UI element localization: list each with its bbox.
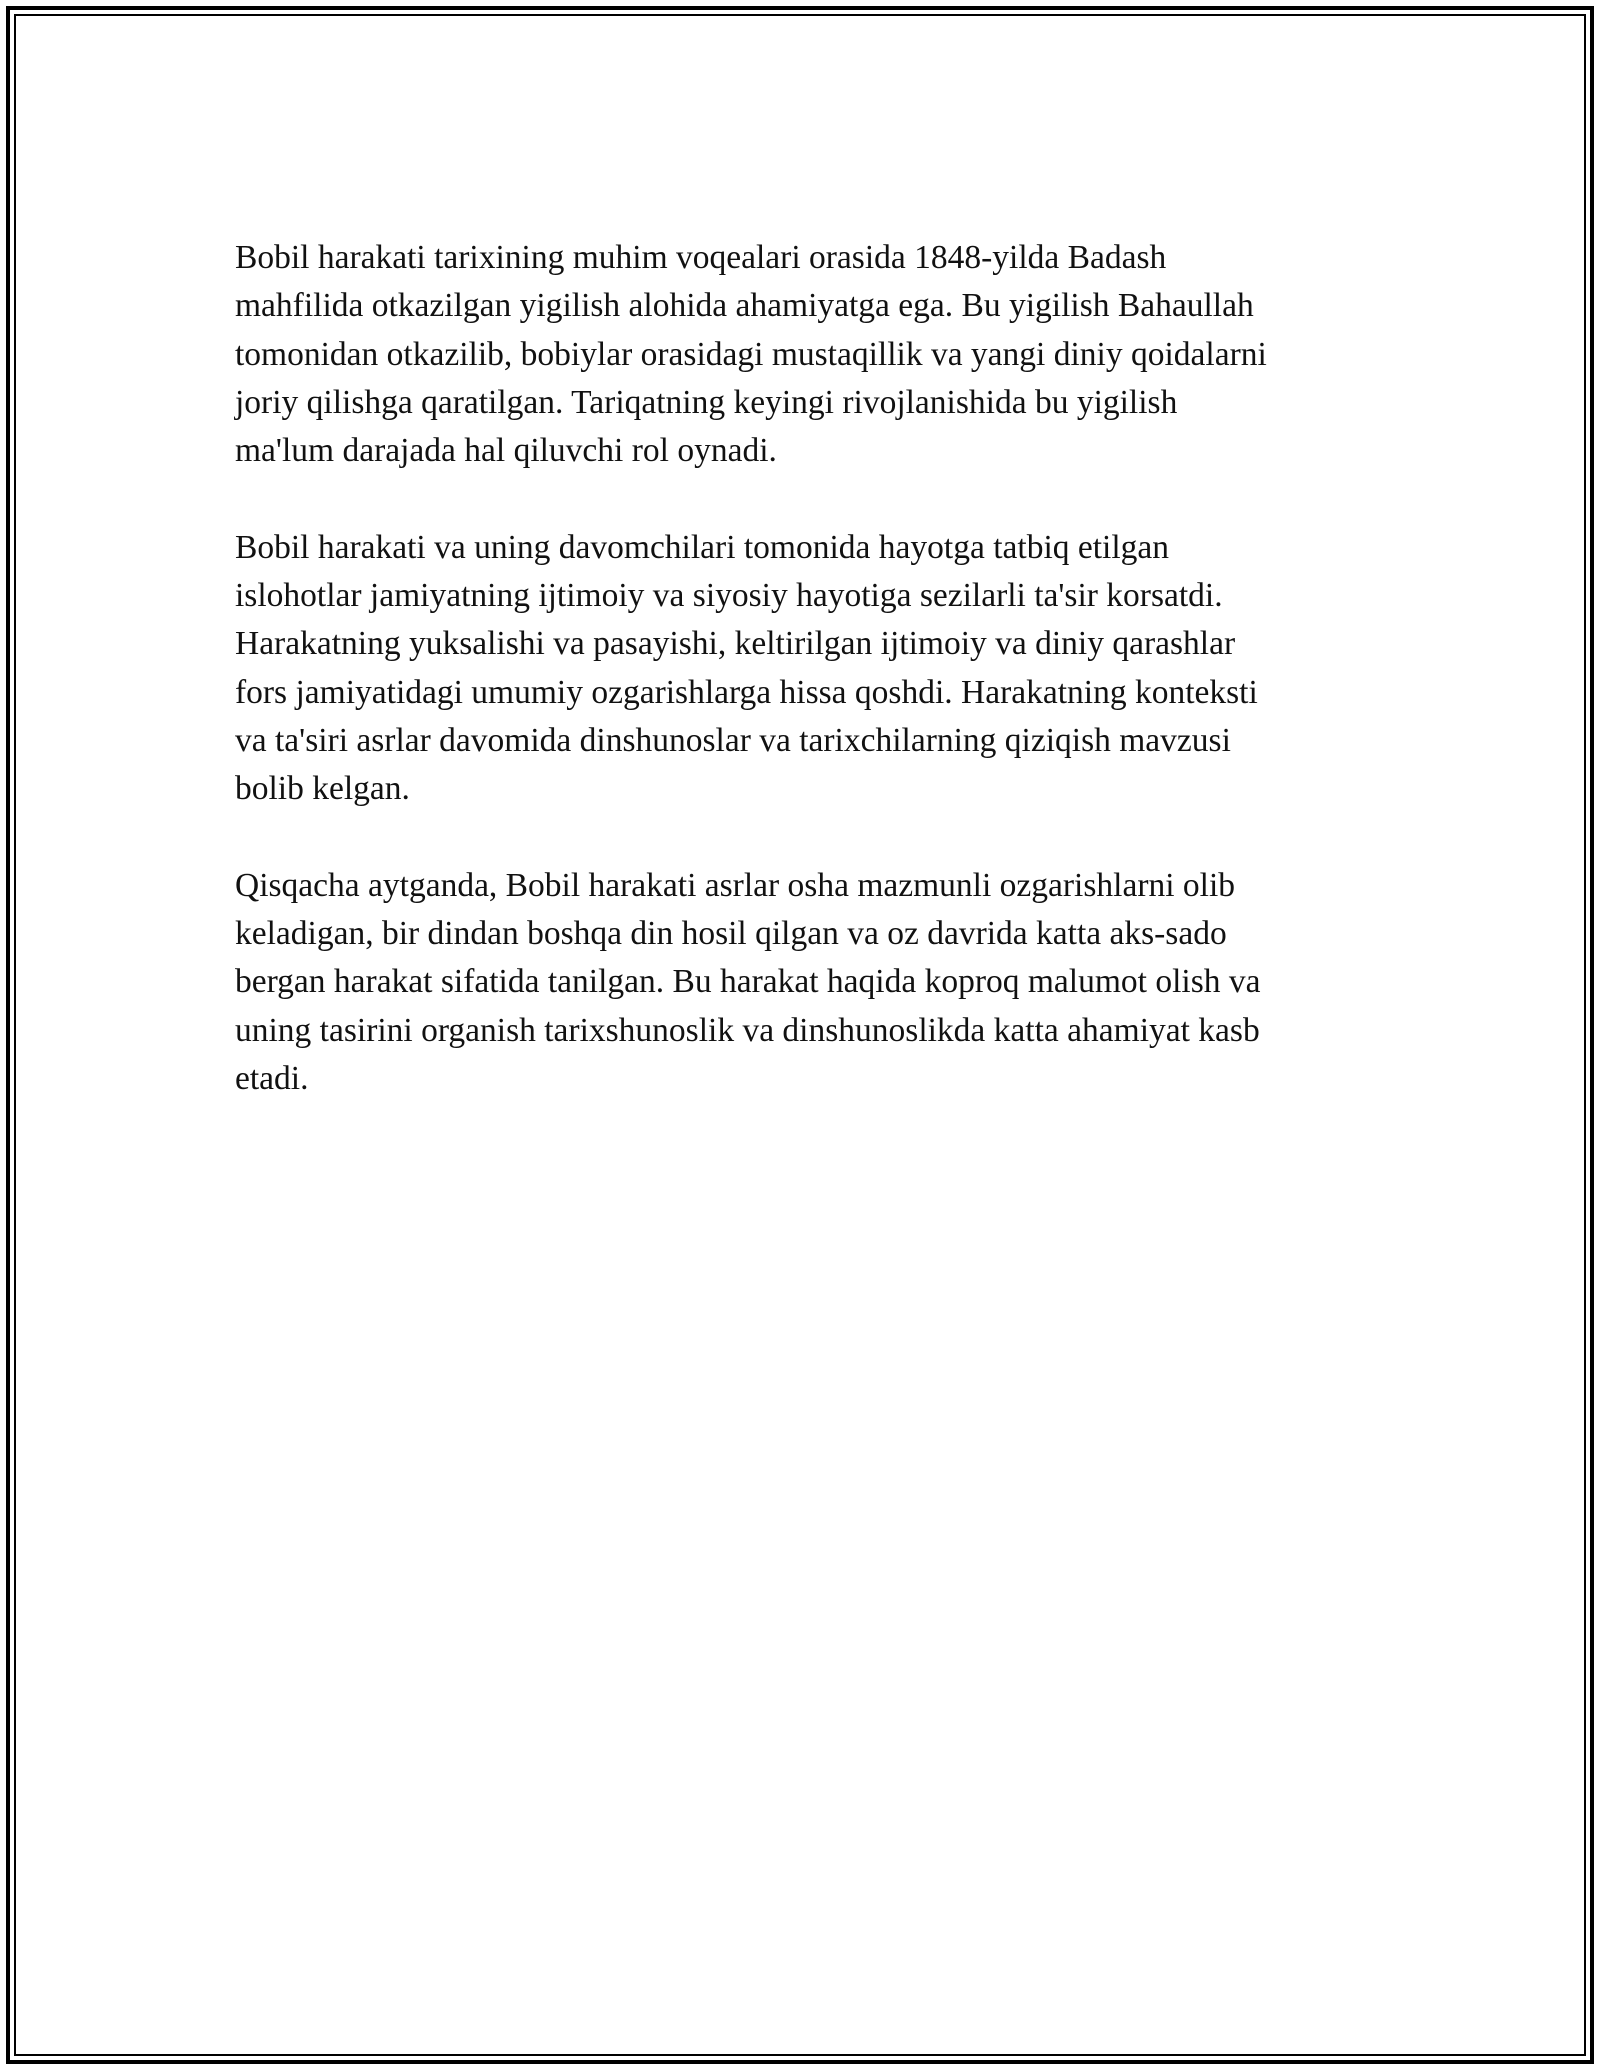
paragraph-line: keladigan, bir dindan boshqa din hosil qilgan va oz davrida katta aks-sado — [235, 915, 1227, 953]
paragraph-1 — [235, 234, 1385, 475]
paragraph-line: fors jamiyatidagi umumiy ozgarishlarga hissa qoshdi. Harakatning konteksti — [235, 673, 1258, 711]
paragraph-line: islohotlar jamiyatning ijtimoiy va siyosiy hayotiga sezilarli ta'sir korsatdi. — [235, 577, 1223, 615]
paragraph-line: mahfilida otkazilgan yigilish alohida ahamiyatga ega. Bu yigilish Bahaullah — [235, 287, 1254, 325]
paragraph-line: Bobil harakati tarixining muhim voqealari orasida 1848-yilda Badash — [235, 239, 1167, 276]
paragraph-line: uning tasirini organish tarixshunoslik va dinshunoslikda katta ahamiyat kasb — [235, 1011, 1260, 1049]
paragraph-line: ma'lum darajada hal qiluvchi rol oynadi. — [235, 432, 777, 470]
paragraph-line: etadi. — [235, 1060, 309, 1098]
paragraph-3 — [235, 862, 1385, 1103]
paragraph-2 — [235, 524, 1385, 814]
paragraph-line: bergan harakat sifatida tanilgan. Bu harakat haqida koproq malumot olish va — [235, 963, 1261, 1001]
paragraph-line: Harakatning yuksalishi va pasayishi, keltirilgan ijtimoiy va diniy qarashlar — [235, 625, 1236, 663]
paragraph-line: va ta'siri asrlar davomida dinshunoslar va tarixchilarning qiziqish mavzusi — [235, 721, 1231, 759]
paragraph-line: joriy qilishga qaratilgan. Tariqatning keyingi rivojlanishida bu yigilish — [235, 383, 1178, 421]
paragraph-line: bolib kelgan. — [235, 770, 410, 808]
paragraph-line: Bobil harakati va uning davomchilari tomonida hayotga tatbiq etilgan — [235, 528, 1170, 566]
document-body — [235, 234, 1385, 1152]
paragraph-line: tomonidan otkazilib, bobiylar orasidagi mustaqillik va yangi diniy qoidalarni — [235, 335, 1267, 373]
paragraph-line: Qisqacha aytganda, Bobil harakati asrlar osha mazmunli ozgarishlarni olib — [235, 866, 1236, 904]
